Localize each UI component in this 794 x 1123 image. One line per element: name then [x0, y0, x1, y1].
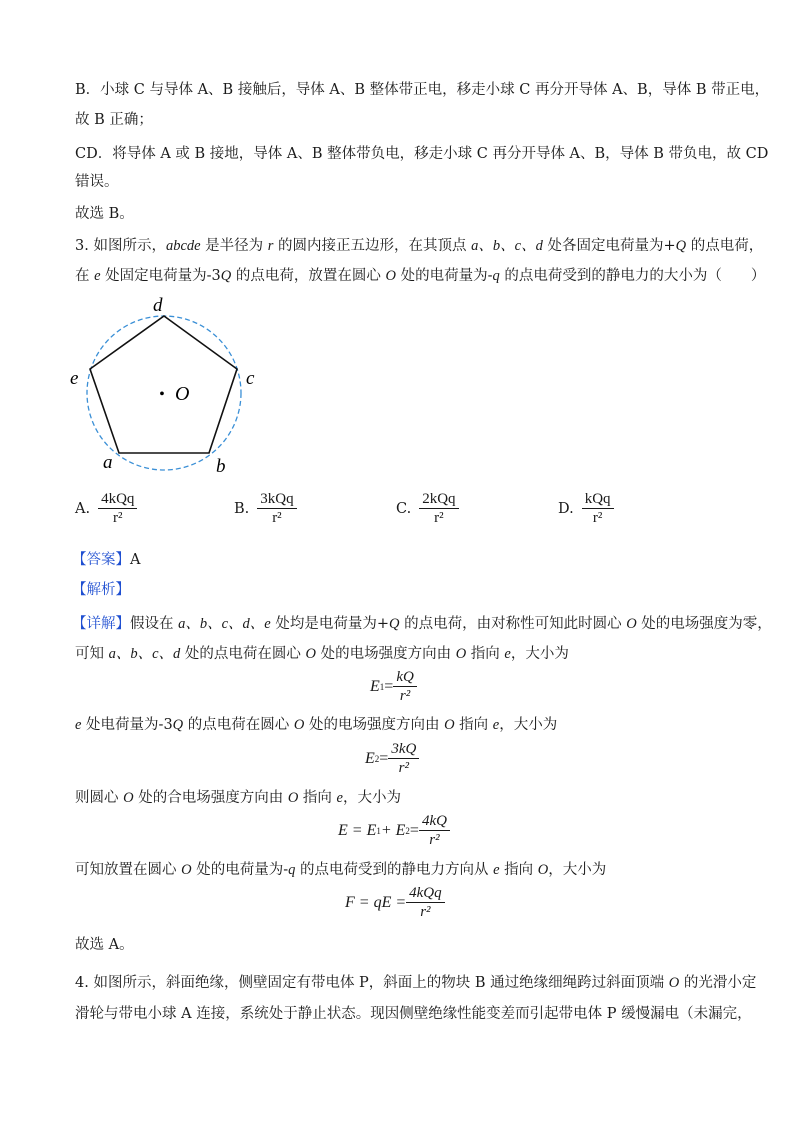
option-a-fraction: $\frac{\text{4kQq}}{\text{r²}}$ [98, 490, 137, 527]
option-d[interactable] [558, 490, 614, 527]
detail-line-5: 可知放置在圆心 O 处的电荷量为-q 的点电荷受到的静电力方向从 e 指向 O，大小为 [75, 862, 607, 878]
equation-e-total: E = E 1 + E 2 = $\frac{4kQ}{\text{r²}}$ [338, 812, 450, 849]
option-b-label: B. [234, 500, 250, 517]
detail-line-3: e 处电荷量为-3Q 的点电荷在圆心 O 处的电场强度方向由 O 指向 e，大小为 [75, 717, 558, 733]
label-b: b [216, 456, 226, 477]
q3-stem-line-2: 在 e 处固定电荷量为-3Q 的点电荷，放置在圆心 O 处的电荷量为-q 的点电荷受到的静电力的大小为（ ） [75, 268, 766, 284]
equation-force: F = qE = $\frac{\text{4kQq}}{\text{r²}}$ [345, 884, 445, 921]
q4-stem-line-2: 滑轮与带电小球 A 连接，系统处于静止状态。现因侧壁绝缘性能变差而引起带电体 P 缓慢漏电（未漏完， [75, 1006, 752, 1022]
label-a: a [103, 452, 113, 473]
option-c-label: C. [396, 500, 412, 517]
text-line-3: CD．将导体 A 或 B 接地，导体 A、B 整体带负电，移走小球 C 再分开导体 A、B，导体 B 带负电，故 CD [75, 146, 769, 162]
equation-e1: E 1 = $\frac{kQ}{\text{r²}}$ [370, 668, 417, 705]
label-d: d [153, 295, 163, 316]
label-c: c [246, 368, 255, 389]
option-c[interactable] [396, 490, 459, 527]
detail-line-1: 【详解】假设在 a、b、c、d、e 处均是电荷量为+Q 的点电荷，由对称性可知此时圆心 O 处的电场强度为零， [72, 616, 772, 632]
answer-tag: 【答案】 [72, 552, 130, 568]
detail-line-4: 则圆心 O 处的合电场强度方向由 O 指向 e，大小为 [75, 790, 401, 806]
text-line-2: 故 B 正确； [75, 112, 153, 128]
option-d-fraction: $\frac{\text{kQq}}{\text{r²}}$ [582, 490, 614, 527]
answer-value: A [130, 552, 141, 568]
conclusion-line: 故选 A。 [75, 937, 134, 953]
q3-stem-line-1: 3. 如图所示，abcde 是半径为 r 的圆内接正五边形，在其顶点 a、b、c、d 处各固定电荷量为+Q 的点电荷， [75, 238, 764, 254]
option-d-label: D. [558, 500, 574, 517]
label-e: e [70, 368, 79, 389]
option-b[interactable] [234, 490, 297, 527]
analysis-tag: 【解析】 [72, 582, 130, 598]
detail-tag: 【详解】 [72, 616, 130, 632]
text-line-4: 错误。 [75, 174, 119, 190]
equation-e2: E 2 = $\frac{3kQ}{\text{r²}}$ [365, 740, 419, 777]
center-dot: • [159, 386, 165, 403]
option-c-fraction: $\frac{\text{2kQq}}{\text{r²}}$ [419, 490, 458, 527]
q4-stem-line-1: 4. 如图所示，斜面绝缘，侧壁固定有带电体 P，斜面上的物块 B 通过绝缘细绳跨过斜面顶端 O 的光滑小定 [75, 975, 757, 991]
pentagon-figure [60, 292, 280, 482]
text-line-5: 故选 B。 [75, 206, 134, 222]
answer-line [72, 550, 140, 570]
option-a[interactable] [75, 490, 137, 527]
text-line-1: B．小球 C 与导体 A、B 接触后，导体 A、B 整体带正电，移走小球 C 再分开导体 A、B，导体 B 带正电， [75, 82, 770, 98]
detail-line-2: 可知 a、b、c、d 处的点电荷在圆心 O 处的电场强度方向由 O 指向 e，大小为 [75, 646, 569, 662]
option-b-fraction: $\frac{\text{3kQq}}{\text{r²}}$ [257, 490, 296, 527]
label-O: O [175, 383, 190, 405]
option-a-label: A. [75, 500, 91, 517]
